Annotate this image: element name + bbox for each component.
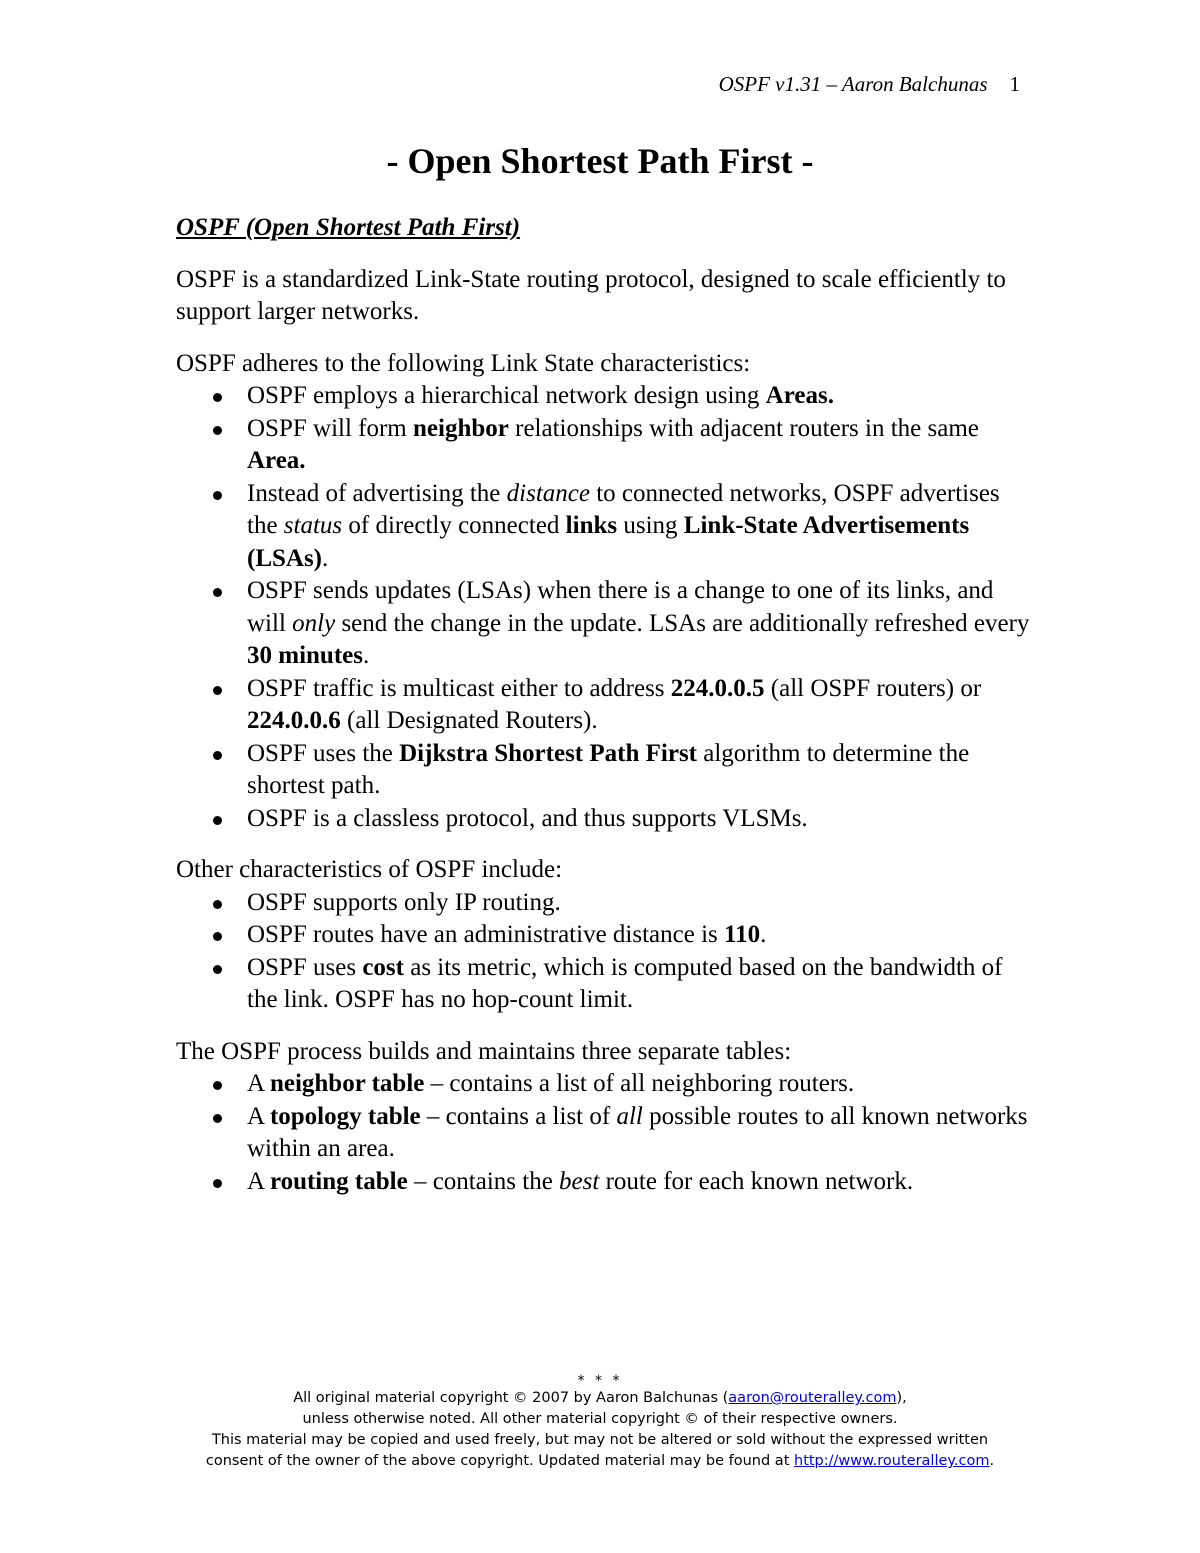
bullet-text: .: [322, 544, 329, 572]
italic-text: status: [283, 512, 343, 539]
bullet-text: – contains a list of: [420, 1102, 617, 1130]
bullet-text: OSPF traffic is multicast either to address: [247, 674, 671, 702]
bullet-dot-icon: [213, 900, 222, 909]
footer-line-1: [0, 1388, 1200, 1409]
link-state-intro: OSPF adheres to the following Link State characteristics:: [176, 349, 751, 377]
bullet-dot-icon: [213, 1081, 222, 1090]
bullet-item: [176, 887, 1036, 920]
bullet-text: route for each known network.: [599, 1167, 914, 1195]
running-header: [719, 72, 1020, 97]
bullet-text: (all OSPF routers) or: [764, 674, 982, 702]
bullet-text: – contains a list of all neighboring routers.: [424, 1070, 855, 1097]
bold-text: 110: [724, 921, 761, 948]
bullet-item: [176, 380, 1036, 413]
document-body: [176, 212, 1036, 1198]
bullet-text: relationships with adjacent routers in the same: [508, 414, 979, 442]
paragraph-spacer: [176, 1017, 1036, 1036]
bullet-item: [176, 673, 1036, 738]
bullet-item: [176, 919, 1036, 952]
bullet-item: [176, 478, 1036, 576]
bold-text: Area.: [247, 447, 306, 474]
bold-text: Areas.: [765, 382, 834, 409]
bullet-text: Instead of advertising the: [247, 479, 507, 507]
document-title: - Open Shortest Path First -: [386, 141, 814, 181]
bold-text: neighbor table: [269, 1070, 425, 1097]
intro-paragraph: OSPF is a standardized Link-State routing protocol, designed to scale efficiently to support larger networks.: [176, 265, 1006, 325]
bullet-dot-icon: [213, 816, 222, 825]
bullet-item: [176, 738, 1036, 803]
bullet-dot-icon: [213, 1179, 222, 1188]
bold-text: Dijkstra Shortest Path First: [399, 739, 698, 767]
bullet-dot-icon: [213, 426, 222, 435]
bullet-item: [176, 413, 1036, 478]
bullet-text: using: [617, 512, 684, 539]
footer-line-1-prefix: All original material copyright © 2007 by Aaron Balchunas (: [293, 1390, 729, 1406]
italic-text: distance: [506, 479, 590, 507]
bullet-dot-icon: [213, 1114, 222, 1123]
footer-separator: * * *: [577, 1373, 623, 1389]
footer-line-4-suffix: .: [989, 1453, 995, 1469]
italic-text: best: [559, 1167, 600, 1195]
bullet-text: A: [247, 1070, 270, 1097]
bold-text: 224.0.0.5: [670, 674, 765, 702]
bullet-text: algorithm to determine the shortest path.: [247, 739, 970, 799]
bold-text: topology table: [269, 1102, 421, 1130]
bullet-dot-icon: [213, 393, 222, 402]
bullet-text: OSPF will form: [247, 414, 414, 442]
bold-text: 224.0.0.6: [247, 707, 341, 734]
bullet-text: .: [362, 642, 370, 669]
bullet-text: (all Designated Routers).: [340, 707, 598, 734]
bullet-text: as its metric, which is computed based on the bandwidth of the link. OSPF has no hop-count limit.: [247, 953, 1003, 1013]
tables-list: [176, 1068, 1036, 1198]
bullet-text: to connected networks, OSPF advertises the: [247, 479, 1000, 539]
copyright-footer: [0, 1374, 1200, 1472]
bullet-text: OSPF sends updates (LSAs) when there is a change to one of its links, and will: [247, 577, 994, 637]
bold-text: routing table: [269, 1167, 408, 1195]
paragraph-spacer: [176, 329, 1036, 348]
footer-line-2: unless otherwise noted. All other material copyright © of their respective owners.: [302, 1411, 898, 1427]
bullet-text: possible routes to all known networks within an area.: [247, 1102, 1028, 1162]
bullet-item: [176, 803, 1036, 836]
bullet-item: [176, 1166, 1036, 1199]
bullet-text: OSPF uses the: [247, 739, 400, 767]
bullet-dot-icon: [213, 491, 222, 500]
bullet-text: OSPF routes have an administrative distance is: [247, 921, 725, 948]
bold-text: Link-State Advertisements (LSAs): [247, 512, 970, 572]
bullet-dot-icon: [213, 588, 222, 597]
other-characteristics-list: [176, 887, 1036, 1017]
bullet-text: OSPF supports only IP routing.: [247, 888, 561, 916]
website-link[interactable]: http://www.routeralley.com: [794, 1453, 990, 1469]
bullet-item: [176, 1101, 1036, 1166]
italic-text: all: [616, 1102, 643, 1130]
footer-line-3: This material may be copied and used freely, but may not be altered or sold without the expressed written: [211, 1432, 989, 1448]
bullet-dot-icon: [213, 751, 222, 760]
italic-text: only: [292, 609, 336, 637]
footer-line-4-prefix: consent of the owner of the above copyright. Updated material may be found at: [205, 1453, 794, 1469]
bullet-item: [176, 575, 1036, 673]
link-state-list: [176, 380, 1036, 835]
paragraph-spacer: [176, 835, 1036, 854]
bullet-text: OSPF employs a hierarchical network design using: [247, 382, 766, 409]
bullet-text: – contains the: [407, 1167, 560, 1195]
bullet-text: OSPF uses: [247, 953, 363, 981]
footer-line-4: [0, 1451, 1200, 1472]
footer-line-1-suffix: ),: [896, 1390, 907, 1406]
bold-text: neighbor: [413, 414, 509, 442]
running-title: OSPF v1.31 – Aaron Balchunas: [718, 72, 988, 96]
bullet-text: A: [247, 1167, 270, 1195]
bullet-text: send the change in the update. LSAs are additionally refreshed every: [335, 609, 1030, 637]
bullet-item: [176, 952, 1036, 1017]
bullet-item: [176, 1068, 1036, 1101]
bold-text: 30 minutes: [247, 642, 363, 669]
section-heading: OSPF (Open Shortest Path First): [176, 214, 521, 241]
bullet-dot-icon: [213, 932, 222, 941]
email-link[interactable]: aaron@routeralley.com: [728, 1390, 897, 1406]
bullet-text: of directly connected: [342, 512, 566, 539]
tables-intro: The OSPF process builds and maintains three separate tables:: [176, 1037, 792, 1065]
bold-text: cost: [362, 953, 404, 981]
bullet-text: .: [760, 921, 767, 948]
bullet-text: OSPF is a classless protocol, and thus supports VLSMs.: [247, 804, 808, 832]
bold-text: links: [565, 512, 618, 539]
page-number: 1: [1009, 72, 1020, 96]
bullet-dot-icon: [213, 686, 222, 695]
bullet-text: A: [247, 1102, 270, 1130]
other-characteristics-intro: Other characteristics of OSPF include:: [176, 856, 563, 883]
bullet-dot-icon: [213, 965, 222, 974]
